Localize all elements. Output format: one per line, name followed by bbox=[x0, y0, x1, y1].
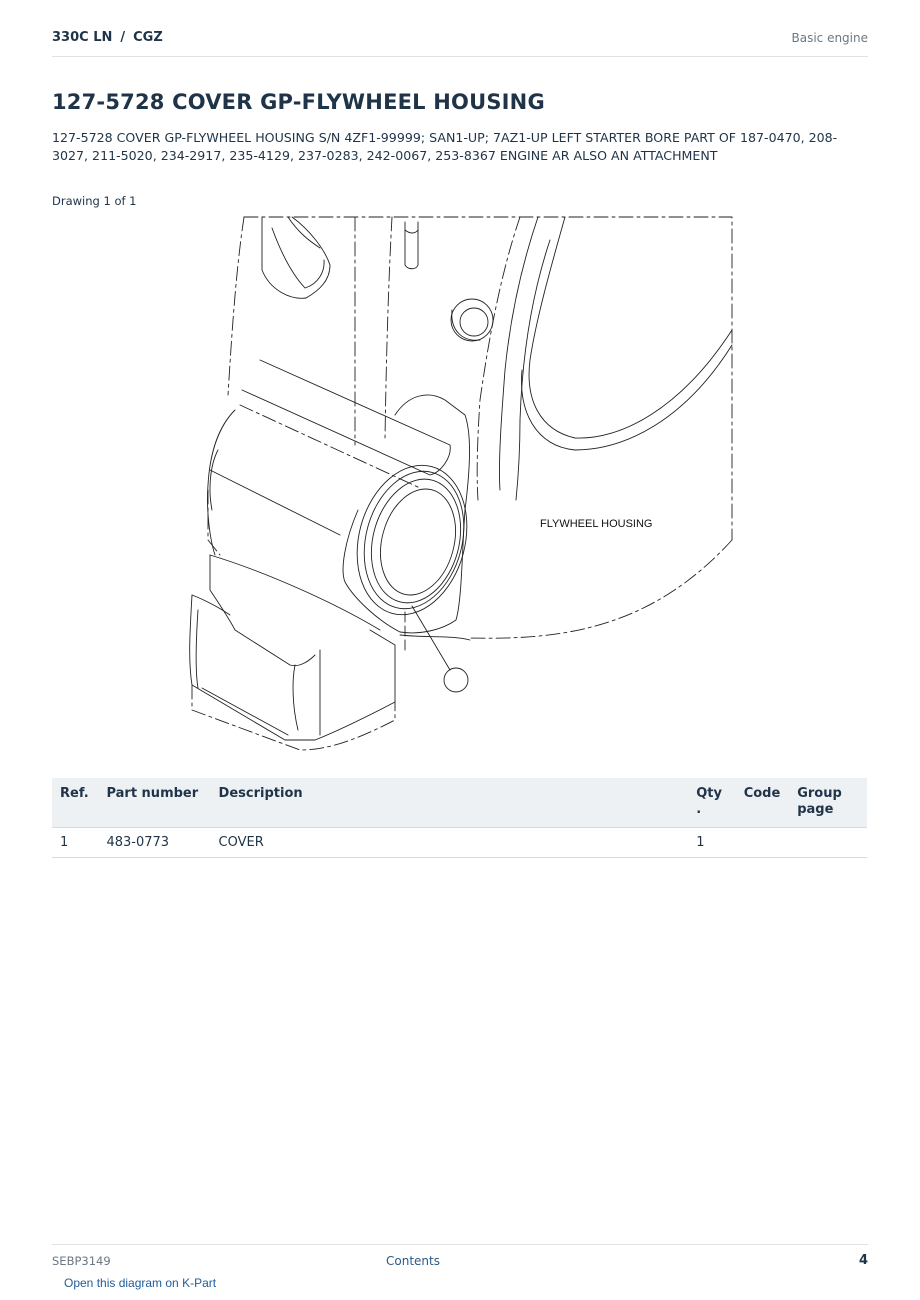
page-number: 4 bbox=[858, 1253, 868, 1268]
flywheel-housing-drawing bbox=[180, 210, 750, 755]
breadcrumb-serial-prefix: CGZ bbox=[133, 30, 163, 45]
contents-link[interactable]: Contents bbox=[386, 1254, 440, 1268]
page-title: 127-5728 COVER GP-FLYWHEEL HOUSING bbox=[52, 90, 545, 114]
part-description: 127-5728 COVER GP-FLYWHEEL HOUSING S/N 4ZF1-99999; SAN1-UP; 7AZ1-UP LEFT STARTER BORE PART OF 187-0470, 208-3027, 211-5020, 234-2917, 235-4129, 237-0283, 242-0067, 253-8367 ENGINE AR ALSO AN ATTACHMENT bbox=[52, 130, 838, 163]
table-header-row bbox=[52, 778, 867, 828]
parts-diagram bbox=[180, 210, 750, 755]
header-qty: Qty . bbox=[688, 778, 735, 828]
table-row bbox=[52, 828, 867, 858]
breadcrumb bbox=[52, 30, 163, 45]
header-code: Code bbox=[736, 778, 790, 828]
header-group-page: Group page bbox=[789, 778, 867, 828]
open-diagram-link[interactable]: Open this diagram on K-Part bbox=[64, 1276, 217, 1290]
row-part-number: 483-0773 bbox=[98, 828, 210, 858]
drawing-label: FLYWHEEL HOUSING bbox=[540, 518, 653, 530]
header-description: Description bbox=[211, 778, 689, 828]
parts-table bbox=[52, 778, 867, 858]
breadcrumb-separator: / bbox=[120, 30, 126, 45]
page-header bbox=[52, 28, 868, 57]
row-ref: 1 bbox=[52, 828, 98, 858]
header-ref: Ref. bbox=[52, 778, 98, 828]
row-qty: 1 bbox=[688, 828, 735, 858]
header-part-number: Part number bbox=[98, 778, 210, 828]
document-id: SEBP3149 bbox=[52, 1254, 111, 1268]
drawing-caption: Drawing 1 of 1 bbox=[52, 194, 137, 208]
page-footer bbox=[52, 1244, 868, 1275]
row-description: COVER bbox=[211, 828, 689, 858]
section-name: Basic engine bbox=[791, 31, 868, 45]
row-group-page bbox=[789, 828, 867, 858]
row-code bbox=[736, 828, 790, 858]
breadcrumb-model: 330C LN bbox=[52, 30, 113, 45]
